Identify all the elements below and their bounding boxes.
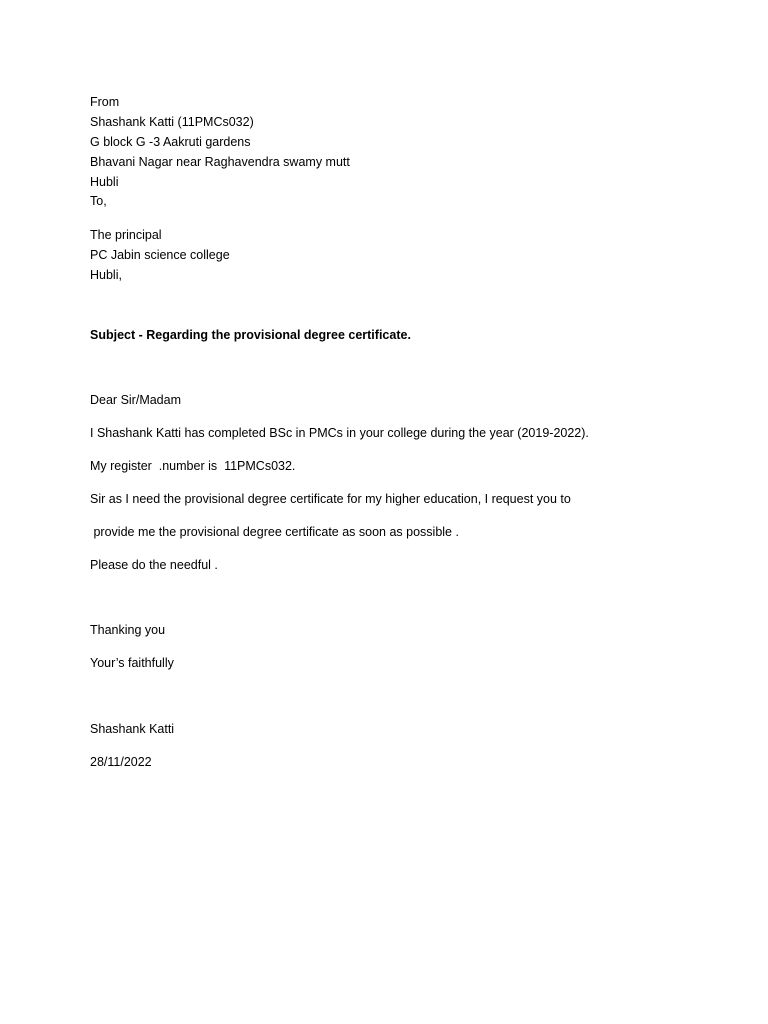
subject-line: Subject - Regarding the provisional degree certificate. (90, 328, 411, 342)
letter-date: 28/11/2022 (90, 755, 152, 769)
closing-faithfully: Your’s faithfully (90, 656, 174, 670)
salutation: Dear Sir/Madam (90, 393, 181, 407)
sender-address-line-1: G block G -3 Aakruti gardens (90, 135, 251, 149)
body-paragraph-1: I Shashank Katti has completed BSc in PMCs in your college during the year (2019-2022). (90, 426, 589, 440)
from-label: From (90, 95, 120, 109)
to-label: To, (90, 194, 107, 208)
sender-name: Shashank Katti (11PMCs032) (90, 115, 254, 129)
body-paragraph-3: Sir as I need the provisional degree certificate for my higher education, I request you to (90, 492, 571, 506)
recipient-city: Hubli, (90, 268, 122, 282)
recipient-college: PC Jabin science college (90, 248, 230, 262)
signature-name: Shashank Katti (90, 722, 175, 736)
sender-address-line-2: Bhavani Nagar near Raghavendra swamy mutt (90, 155, 350, 169)
recipient-title: The principal (90, 228, 162, 242)
sender-city: Hubli (90, 175, 119, 189)
body-paragraph-2: My register .number is 11PMCs032. (90, 459, 296, 473)
closing-thanks: Thanking you (90, 623, 166, 637)
body-paragraph-5: Please do the needful . (90, 558, 218, 572)
body-paragraph-4: provide me the provisional degree certificate as soon as possible . (90, 525, 459, 539)
